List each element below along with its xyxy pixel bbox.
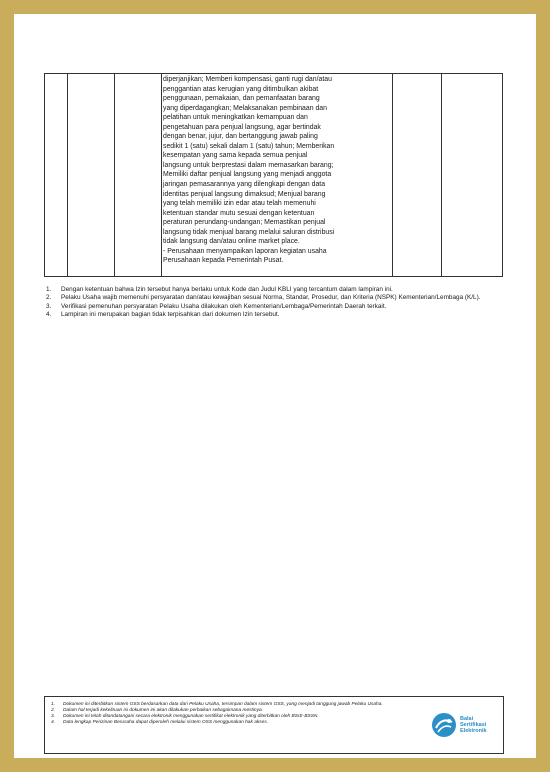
footer-note-number: 2. [51, 708, 56, 713]
logo-line-3: Elektronik [460, 728, 487, 735]
table-column-divider [114, 74, 115, 276]
cell-text-line: pelatihan untuk meningkatkan kemampuan dan [163, 114, 308, 122]
cell-text-line: diperjanjikan; Memberi kompensasi, ganti rugi dan/atau [163, 76, 332, 83]
cell-text-line: penggunaan, pemakaian, dan pemanfaatan barang [163, 95, 320, 103]
bsre-logo [430, 707, 500, 743]
footer-note-number: 1. [51, 702, 56, 707]
table-column-divider [441, 74, 442, 276]
note-number: 2. [46, 294, 52, 302]
cell-text-line: langsung tidak menjual barang melalui saluran distribusi [163, 228, 335, 236]
footer-box [44, 696, 504, 754]
table-column-divider [392, 74, 393, 276]
cell-text-line: yang telah memiliki izin edar atau telah memenuhi [163, 200, 316, 208]
logo-line-2: Sertifikasi [460, 722, 487, 729]
footer-note-number: 3. [51, 714, 56, 719]
bsre-logo-icon [430, 711, 458, 739]
note-number: 3. [46, 302, 52, 310]
note-item [46, 286, 506, 294]
note-text: Dengan ketentuan bahwa Izin tersebut hanya berlaku untuk Kode dan Judul KBLI yang tercantum dalam lampiran ini. [61, 286, 393, 293]
note-item [46, 303, 506, 311]
bsre-logo-text [460, 716, 487, 735]
requirements-table [44, 73, 503, 277]
cell-text-line: yang diperdagangkan; Melaksanakan pembinaan dan [163, 104, 327, 112]
cell-text-line: identitas penjual langsung dimaksud; Menjual barang [163, 190, 326, 198]
cell-text-line: peraturan perundang-undangan; Memastikan penjual [163, 219, 326, 227]
obligations-cell-text [163, 75, 390, 266]
note-number: 4. [46, 310, 52, 318]
cell-text-line: - Perusahaan menyampaikan laporan kegiatan usaha [163, 247, 327, 255]
footer-note-text: Dalam hal terjadi kekeliruan isi dokumen ini akan dilakukan perbaikan sebagaimana mestinya. [63, 708, 263, 713]
document-page [14, 14, 536, 758]
note-item [46, 294, 506, 302]
footer-notes-list [51, 702, 423, 726]
note-item [46, 311, 506, 319]
cell-text-line: Perusahaan kepada Pemerintah Pusat. [163, 257, 284, 265]
cell-text-line: Memiliki daftar penjual langsung yang menjadi anggota [163, 171, 332, 179]
table-column-divider [161, 74, 162, 276]
footer-note-number: 4. [51, 720, 56, 725]
logo-line-1: Balai [460, 716, 474, 722]
terms-notes-list [46, 286, 506, 319]
note-number: 1. [46, 286, 52, 293]
note-text: Lampiran ini merupakan bagian tidak terpisahkan dari dokumen Izin tersebut. [61, 310, 280, 318]
footer-note-text: Data lengkap Perizinan Berusaha dapat diperoleh melalui sistem OSS menggunakan hak akses. [63, 720, 269, 725]
cell-text-line: ketentuan standar mutu sesuai dengan ketentuan [163, 209, 315, 217]
footer-note-text: Dokumen ini telah ditandatangani secara elektronik menggunakan sertifikat elektronik yang diterbitkan oleh BSrE-BSSN. [63, 714, 319, 719]
cell-text-line: sedikit 1 (satu) sekali dalam 1 (satu) tahun; Memberikan [163, 142, 335, 150]
cell-text-line: tidak langsung dan/atau online market place. [163, 238, 300, 246]
footer-note-text: Dokumen ini diterbitkan sistem OSS berdasarkan data dari Pelaku Usaha, tersimpan dalam sistem OSS, yang menjadi tanggung jawab Pelaku Usaha. [63, 702, 383, 707]
cell-text-line: pengetahuan para penjual langsung, agar bertindak [163, 123, 321, 131]
note-text: Verifikasi pemenuhan persyaratan Pelaku Usaha dilakukan oleh Kementerian/Lembaga/Pemerintah Daerah terkait. [61, 302, 387, 310]
cell-text-line: jaringan pemasarannya yang dilengkapi dengan data [163, 181, 326, 189]
cell-text-line: langsung untuk berprestasi dalam memasarkan barang; [163, 161, 334, 169]
footer-note-item [51, 720, 423, 726]
cell-text-line: kesempatan yang sama kepada semua penjual [163, 152, 308, 160]
note-text: Pelaku Usaha wajib memenuhi persyaratan dan/atau kewajiban sesuai Norma, Standar, Prosedur, dan Kriteria (NSPK) Kementerian/Lembaga (K/L). [61, 294, 481, 302]
cell-text-line: penggantian atas kerugian yang ditimbulkan akibat [163, 85, 319, 93]
table-column-divider [67, 74, 68, 276]
cell-text-line: dengan benar, jujur, dan bertanggung jawab paling [163, 133, 318, 141]
